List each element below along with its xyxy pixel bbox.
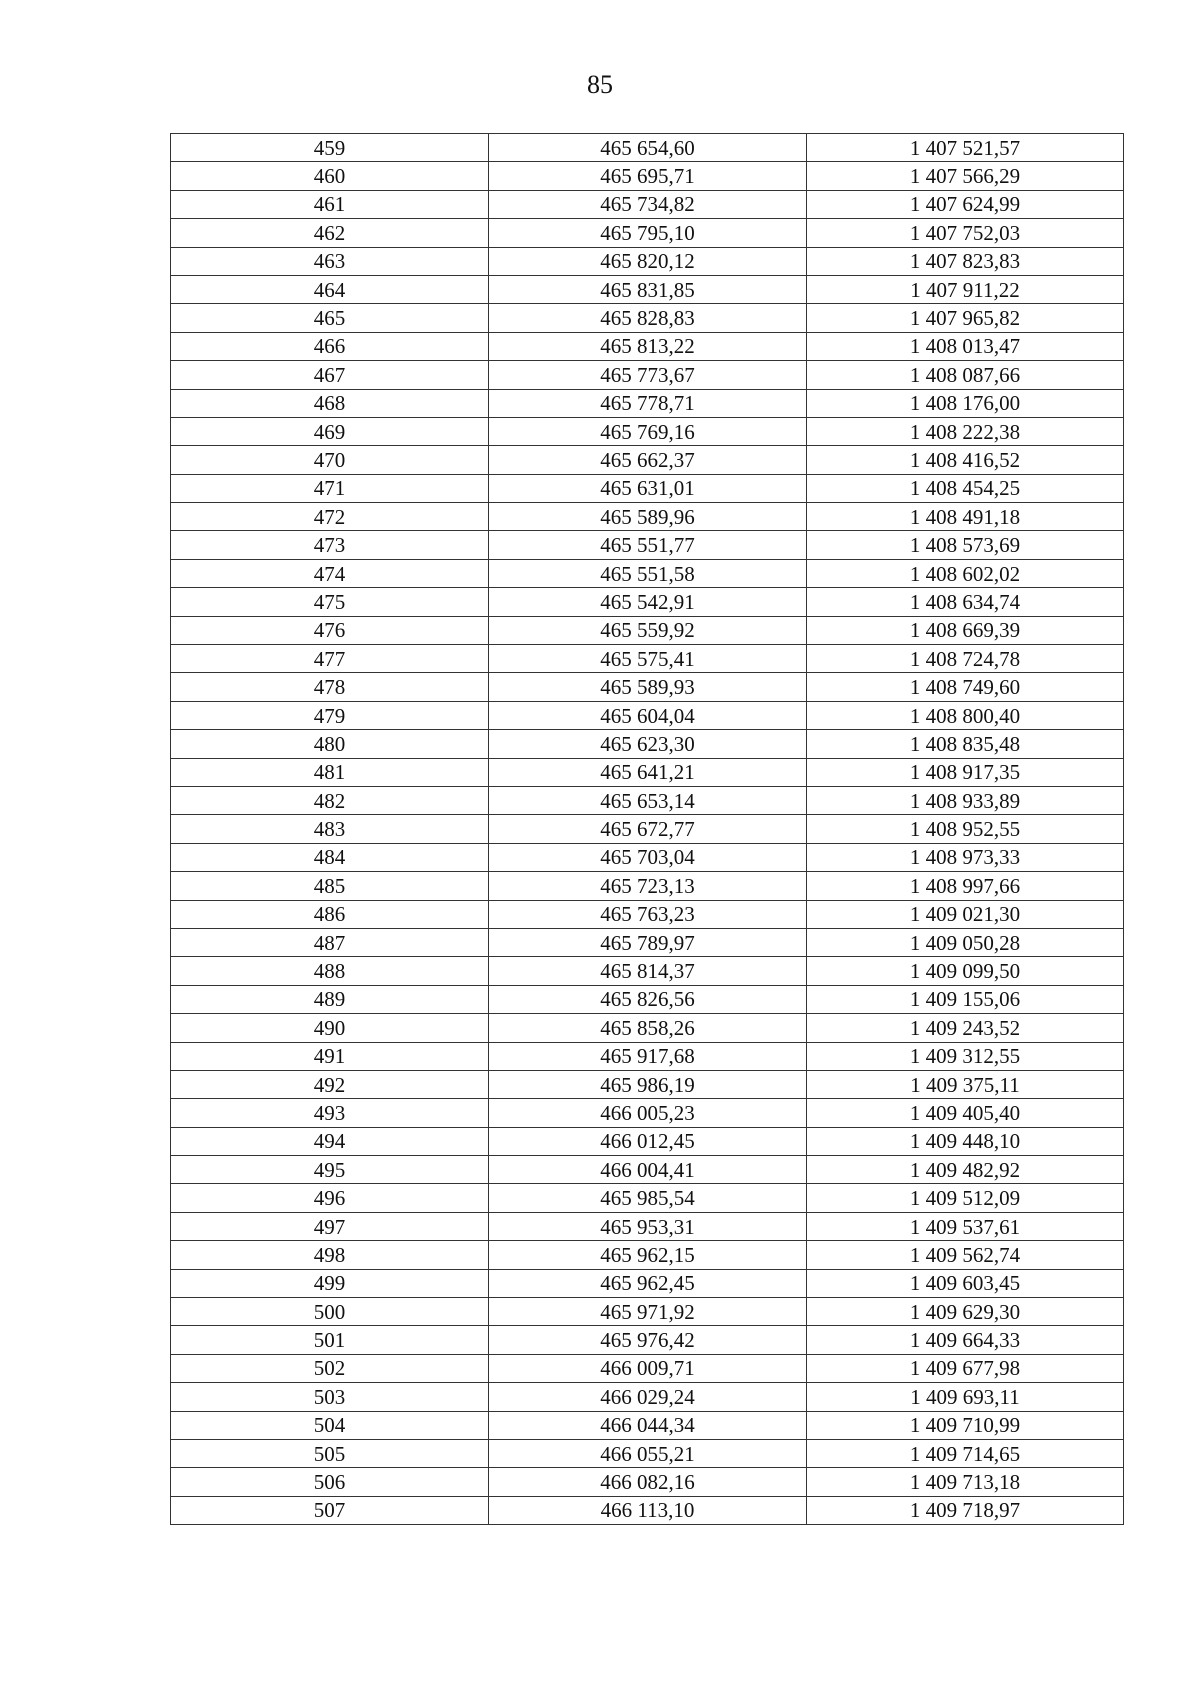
y-coordinate-cell: 1 408 454,25 <box>807 474 1124 502</box>
table-row <box>171 247 1124 275</box>
point-number-cell: 506 <box>171 1468 489 1496</box>
table-row <box>171 1298 1124 1326</box>
point-number-cell: 488 <box>171 957 489 985</box>
table-row <box>171 417 1124 445</box>
x-coordinate-cell: 465 971,92 <box>489 1298 807 1326</box>
point-number-cell: 468 <box>171 389 489 417</box>
x-coordinate-cell: 465 986,19 <box>489 1070 807 1098</box>
table-row <box>171 900 1124 928</box>
point-number-cell: 502 <box>171 1354 489 1382</box>
point-number-cell: 460 <box>171 162 489 190</box>
point-number-cell: 493 <box>171 1099 489 1127</box>
x-coordinate-cell: 465 604,04 <box>489 701 807 729</box>
point-number-cell: 474 <box>171 559 489 587</box>
y-coordinate-cell: 1 407 911,22 <box>807 275 1124 303</box>
y-coordinate-cell: 1 409 050,28 <box>807 928 1124 956</box>
y-coordinate-cell: 1 408 669,39 <box>807 616 1124 644</box>
table-row <box>171 928 1124 956</box>
y-coordinate-cell: 1 409 155,06 <box>807 985 1124 1013</box>
x-coordinate-cell: 465 917,68 <box>489 1042 807 1070</box>
x-coordinate-cell: 465 551,77 <box>489 531 807 559</box>
point-number-cell: 507 <box>171 1496 489 1524</box>
y-coordinate-cell: 1 408 573,69 <box>807 531 1124 559</box>
table-row <box>171 389 1124 417</box>
x-coordinate-cell: 465 953,31 <box>489 1212 807 1240</box>
point-number-cell: 473 <box>171 531 489 559</box>
x-coordinate-cell: 465 769,16 <box>489 417 807 445</box>
table-row <box>171 304 1124 332</box>
x-coordinate-cell: 465 814,37 <box>489 957 807 985</box>
point-number-cell: 476 <box>171 616 489 644</box>
table-row <box>171 843 1124 871</box>
table-row <box>171 673 1124 701</box>
point-number-cell: 466 <box>171 332 489 360</box>
x-coordinate-cell: 465 654,60 <box>489 134 807 162</box>
x-coordinate-cell: 465 828,83 <box>489 304 807 332</box>
table-row <box>171 786 1124 814</box>
table-row <box>171 1326 1124 1354</box>
x-coordinate-cell: 465 763,23 <box>489 900 807 928</box>
x-coordinate-cell: 465 773,67 <box>489 361 807 389</box>
table-row <box>171 1241 1124 1269</box>
coordinates-table-body <box>171 134 1124 1525</box>
y-coordinate-cell: 1 409 448,10 <box>807 1127 1124 1155</box>
x-coordinate-cell: 465 734,82 <box>489 190 807 218</box>
y-coordinate-cell: 1 409 718,97 <box>807 1496 1124 1524</box>
y-coordinate-cell: 1 409 375,11 <box>807 1070 1124 1098</box>
x-coordinate-cell: 466 004,41 <box>489 1156 807 1184</box>
y-coordinate-cell: 1 409 021,30 <box>807 900 1124 928</box>
x-coordinate-cell: 465 820,12 <box>489 247 807 275</box>
y-coordinate-cell: 1 408 933,89 <box>807 786 1124 814</box>
point-number-cell: 487 <box>171 928 489 956</box>
y-coordinate-cell: 1 409 512,09 <box>807 1184 1124 1212</box>
table-row <box>171 531 1124 559</box>
table-row <box>171 446 1124 474</box>
point-number-cell: 489 <box>171 985 489 1013</box>
x-coordinate-cell: 465 962,15 <box>489 1241 807 1269</box>
x-coordinate-cell: 465 985,54 <box>489 1184 807 1212</box>
point-number-cell: 497 <box>171 1212 489 1240</box>
y-coordinate-cell: 1 408 222,38 <box>807 417 1124 445</box>
table-row <box>171 474 1124 502</box>
x-coordinate-cell: 466 009,71 <box>489 1354 807 1382</box>
x-coordinate-cell: 465 662,37 <box>489 446 807 474</box>
y-coordinate-cell: 1 408 491,18 <box>807 503 1124 531</box>
x-coordinate-cell: 465 623,30 <box>489 730 807 758</box>
x-coordinate-cell: 465 976,42 <box>489 1326 807 1354</box>
table-row <box>171 985 1124 1013</box>
y-coordinate-cell: 1 409 482,92 <box>807 1156 1124 1184</box>
y-coordinate-cell: 1 407 624,99 <box>807 190 1124 218</box>
x-coordinate-cell: 465 589,96 <box>489 503 807 531</box>
point-number-cell: 463 <box>171 247 489 275</box>
point-number-cell: 492 <box>171 1070 489 1098</box>
y-coordinate-cell: 1 408 602,02 <box>807 559 1124 587</box>
table-row <box>171 701 1124 729</box>
x-coordinate-cell: 466 082,16 <box>489 1468 807 1496</box>
table-row <box>171 1099 1124 1127</box>
table-row <box>171 1269 1124 1297</box>
table-row <box>171 275 1124 303</box>
point-number-cell: 486 <box>171 900 489 928</box>
point-number-cell: 496 <box>171 1184 489 1212</box>
table-row <box>171 332 1124 360</box>
table-row <box>171 1156 1124 1184</box>
table-row <box>171 1184 1124 1212</box>
table-row <box>171 162 1124 190</box>
point-number-cell: 503 <box>171 1383 489 1411</box>
x-coordinate-cell: 465 703,04 <box>489 843 807 871</box>
point-number-cell: 495 <box>171 1156 489 1184</box>
y-coordinate-cell: 1 408 087,66 <box>807 361 1124 389</box>
y-coordinate-cell: 1 407 965,82 <box>807 304 1124 332</box>
table-row <box>171 1468 1124 1496</box>
point-number-cell: 485 <box>171 872 489 900</box>
y-coordinate-cell: 1 408 917,35 <box>807 758 1124 786</box>
x-coordinate-cell: 465 653,14 <box>489 786 807 814</box>
point-number-cell: 471 <box>171 474 489 502</box>
x-coordinate-cell: 466 005,23 <box>489 1099 807 1127</box>
table-row <box>171 1127 1124 1155</box>
x-coordinate-cell: 465 695,71 <box>489 162 807 190</box>
table-row <box>171 957 1124 985</box>
point-number-cell: 482 <box>171 786 489 814</box>
table-row <box>171 645 1124 673</box>
point-number-cell: 494 <box>171 1127 489 1155</box>
y-coordinate-cell: 1 409 664,33 <box>807 1326 1124 1354</box>
point-number-cell: 467 <box>171 361 489 389</box>
y-coordinate-cell: 1 409 603,45 <box>807 1269 1124 1297</box>
y-coordinate-cell: 1 408 835,48 <box>807 730 1124 758</box>
point-number-cell: 501 <box>171 1326 489 1354</box>
point-number-cell: 465 <box>171 304 489 332</box>
point-number-cell: 504 <box>171 1411 489 1439</box>
table-row <box>171 1439 1124 1467</box>
y-coordinate-cell: 1 407 521,57 <box>807 134 1124 162</box>
y-coordinate-cell: 1 409 312,55 <box>807 1042 1124 1070</box>
x-coordinate-cell: 466 113,10 <box>489 1496 807 1524</box>
y-coordinate-cell: 1 407 752,03 <box>807 219 1124 247</box>
y-coordinate-cell: 1 408 952,55 <box>807 815 1124 843</box>
point-number-cell: 490 <box>171 1014 489 1042</box>
x-coordinate-cell: 465 551,58 <box>489 559 807 587</box>
y-coordinate-cell: 1 408 749,60 <box>807 673 1124 701</box>
x-coordinate-cell: 465 789,97 <box>489 928 807 956</box>
x-coordinate-cell: 465 589,93 <box>489 673 807 701</box>
x-coordinate-cell: 465 962,45 <box>489 1269 807 1297</box>
table-row <box>171 134 1124 162</box>
x-coordinate-cell: 465 672,77 <box>489 815 807 843</box>
x-coordinate-cell: 466 055,21 <box>489 1439 807 1467</box>
y-coordinate-cell: 1 409 243,52 <box>807 1014 1124 1042</box>
x-coordinate-cell: 465 826,56 <box>489 985 807 1013</box>
table-row <box>171 1212 1124 1240</box>
x-coordinate-cell: 465 813,22 <box>489 332 807 360</box>
table-row <box>171 219 1124 247</box>
table-row <box>171 559 1124 587</box>
point-number-cell: 505 <box>171 1439 489 1467</box>
table-row <box>171 1411 1124 1439</box>
table-row <box>171 872 1124 900</box>
point-number-cell: 459 <box>171 134 489 162</box>
x-coordinate-cell: 465 723,13 <box>489 872 807 900</box>
x-coordinate-cell: 465 641,21 <box>489 758 807 786</box>
x-coordinate-cell: 465 795,10 <box>489 219 807 247</box>
y-coordinate-cell: 1 408 013,47 <box>807 332 1124 360</box>
point-number-cell: 480 <box>171 730 489 758</box>
y-coordinate-cell: 1 408 176,00 <box>807 389 1124 417</box>
point-number-cell: 477 <box>171 645 489 673</box>
table-row <box>171 1014 1124 1042</box>
table-row <box>171 758 1124 786</box>
table-row <box>171 616 1124 644</box>
point-number-cell: 483 <box>171 815 489 843</box>
x-coordinate-cell: 465 858,26 <box>489 1014 807 1042</box>
table-row <box>171 1354 1124 1382</box>
y-coordinate-cell: 1 409 562,74 <box>807 1241 1124 1269</box>
x-coordinate-cell: 465 575,41 <box>489 645 807 673</box>
point-number-cell: 484 <box>171 843 489 871</box>
point-number-cell: 461 <box>171 190 489 218</box>
point-number-cell: 462 <box>171 219 489 247</box>
point-number-cell: 500 <box>171 1298 489 1326</box>
x-coordinate-cell: 466 029,24 <box>489 1383 807 1411</box>
table-row <box>171 588 1124 616</box>
table-row <box>171 1042 1124 1070</box>
y-coordinate-cell: 1 409 099,50 <box>807 957 1124 985</box>
table-row <box>171 1496 1124 1524</box>
y-coordinate-cell: 1 408 973,33 <box>807 843 1124 871</box>
point-number-cell: 478 <box>171 673 489 701</box>
point-number-cell: 475 <box>171 588 489 616</box>
table-row <box>171 1383 1124 1411</box>
point-number-cell: 469 <box>171 417 489 445</box>
table-row <box>171 190 1124 218</box>
y-coordinate-cell: 1 408 800,40 <box>807 701 1124 729</box>
x-coordinate-cell: 465 778,71 <box>489 389 807 417</box>
y-coordinate-cell: 1 409 713,18 <box>807 1468 1124 1496</box>
y-coordinate-cell: 1 408 634,74 <box>807 588 1124 616</box>
x-coordinate-cell: 465 631,01 <box>489 474 807 502</box>
x-coordinate-cell: 466 012,45 <box>489 1127 807 1155</box>
point-number-cell: 464 <box>171 275 489 303</box>
x-coordinate-cell: 465 559,92 <box>489 616 807 644</box>
y-coordinate-cell: 1 409 537,61 <box>807 1212 1124 1240</box>
point-number-cell: 470 <box>171 446 489 474</box>
x-coordinate-cell: 466 044,34 <box>489 1411 807 1439</box>
coordinates-table <box>170 133 1124 1525</box>
y-coordinate-cell: 1 409 693,11 <box>807 1383 1124 1411</box>
y-coordinate-cell: 1 409 677,98 <box>807 1354 1124 1382</box>
point-number-cell: 472 <box>171 503 489 531</box>
y-coordinate-cell: 1 407 566,29 <box>807 162 1124 190</box>
table-row <box>171 815 1124 843</box>
y-coordinate-cell: 1 409 629,30 <box>807 1298 1124 1326</box>
point-number-cell: 491 <box>171 1042 489 1070</box>
page-number: 85 <box>587 70 613 99</box>
table-row <box>171 503 1124 531</box>
y-coordinate-cell: 1 408 724,78 <box>807 645 1124 673</box>
y-coordinate-cell: 1 409 405,40 <box>807 1099 1124 1127</box>
point-number-cell: 499 <box>171 1269 489 1297</box>
x-coordinate-cell: 465 542,91 <box>489 588 807 616</box>
point-number-cell: 479 <box>171 701 489 729</box>
y-coordinate-cell: 1 408 416,52 <box>807 446 1124 474</box>
x-coordinate-cell: 465 831,85 <box>489 275 807 303</box>
point-number-cell: 498 <box>171 1241 489 1269</box>
y-coordinate-cell: 1 407 823,83 <box>807 247 1124 275</box>
y-coordinate-cell: 1 409 714,65 <box>807 1439 1124 1467</box>
table-row <box>171 361 1124 389</box>
y-coordinate-cell: 1 408 997,66 <box>807 872 1124 900</box>
point-number-cell: 481 <box>171 758 489 786</box>
table-row <box>171 730 1124 758</box>
table-row <box>171 1070 1124 1098</box>
y-coordinate-cell: 1 409 710,99 <box>807 1411 1124 1439</box>
